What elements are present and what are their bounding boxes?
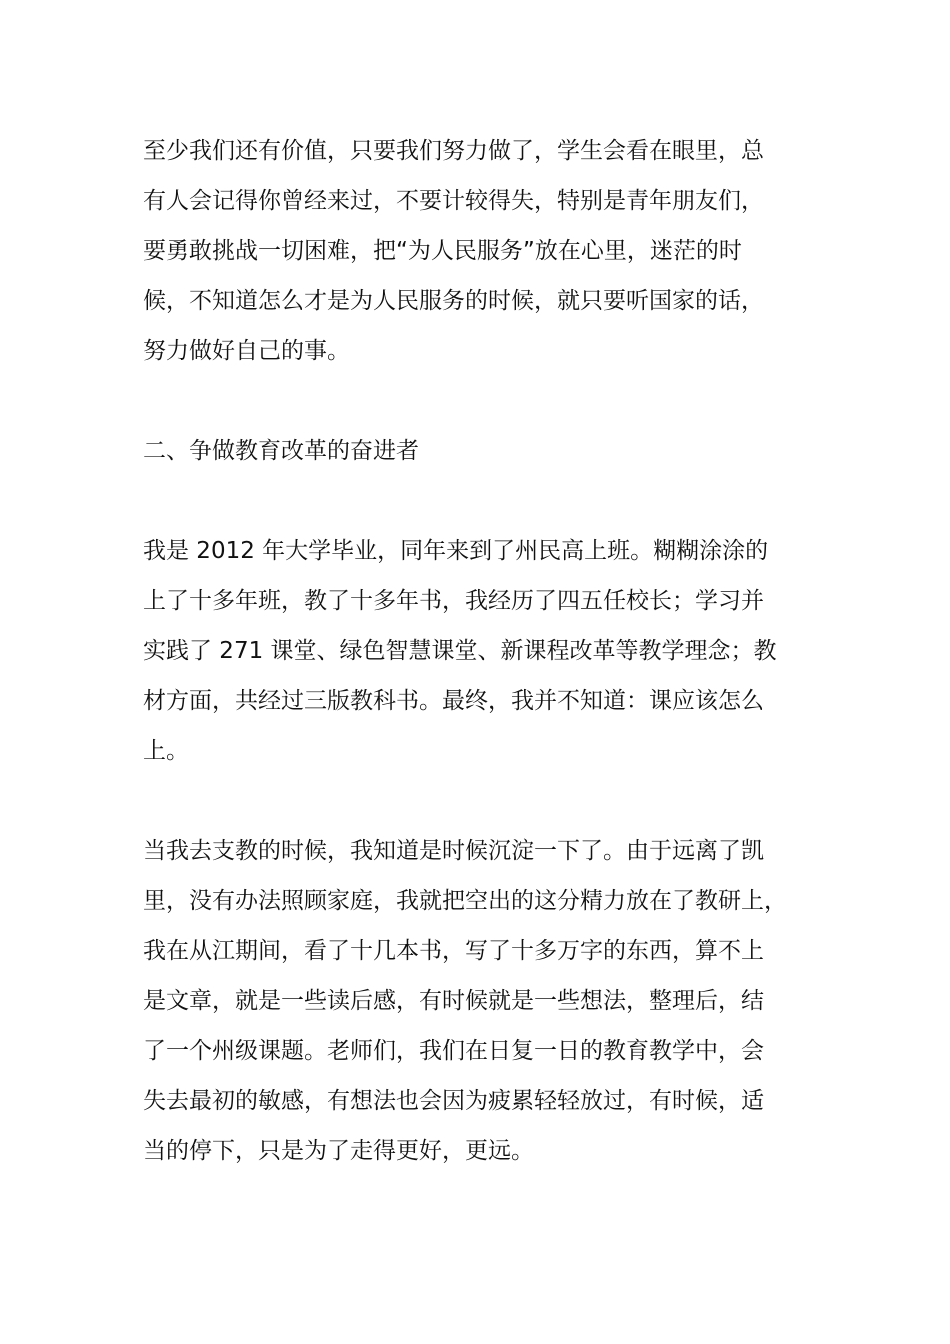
paragraph-2-line: 实践了 271 课堂、绿色智慧课堂、新课程改革等教学理念；教 xyxy=(143,638,777,664)
paragraph-1-line: 努力做好自己的事。 xyxy=(143,338,350,364)
paragraph-2-line: 上。 xyxy=(143,738,189,764)
paragraph-3-line: 是文章，就是一些读后感，有时候就是一些想法，整理后，结 xyxy=(143,988,764,1014)
paragraph-3-line: 了一个州级课题。老师们，我们在日复一日的教育教学中，会 xyxy=(143,1038,764,1064)
paragraph-3-line: 当我去支教的时候，我知道是时候沉淀一下了。由于远离了凯 xyxy=(143,838,764,864)
paragraph-1-line: 有人会记得你曾经来过，不要计较得失，特别是青年朋友们， xyxy=(143,188,764,214)
paragraph-3-line: 我在从江期间，看了十几本书，写了十多万字的东西，算不上 xyxy=(143,938,764,964)
paragraph-1-line: 要勇敢挑战一切困难，把“为人民服务”放在心里，迷茫的时 xyxy=(143,238,742,264)
paragraph-2-line: 材方面，共经过三版教科书。最终，我并不知道：课应该怎么 xyxy=(143,688,764,714)
paragraph-1 xyxy=(143,126,823,376)
paragraph-3-line: 当的停下，只是为了走得更好，更远。 xyxy=(143,1138,534,1164)
document-body xyxy=(143,126,823,1226)
paragraph-2-line: 我是 2012 年大学毕业，同年来到了州民高上班。糊糊涂涂的 xyxy=(143,538,769,564)
paragraph-1-line: 至少我们还有价值，只要我们努力做了，学生会看在眼里，总 xyxy=(143,138,764,164)
paragraph-3 xyxy=(143,826,823,1176)
paragraph-2-line: 上了十多年班，教了十多年书，我经历了四五任校长；学习并 xyxy=(143,588,764,614)
section-heading-2 xyxy=(143,426,823,476)
paragraph-3-line: 失去最初的敏感，有想法也会因为疲累轻轻放过，有时候，适 xyxy=(143,1088,764,1114)
paragraph-1-line: 候，不知道怎么才是为人民服务的时候，就只要听国家的话， xyxy=(143,288,764,314)
paragraph-2 xyxy=(143,526,823,776)
section-heading-text: 二、争做教育改革的奋进者 xyxy=(143,438,419,464)
paragraph-3-line: 里，没有办法照顾家庭，我就把空出的这分精力放在了教研上， xyxy=(143,888,787,914)
